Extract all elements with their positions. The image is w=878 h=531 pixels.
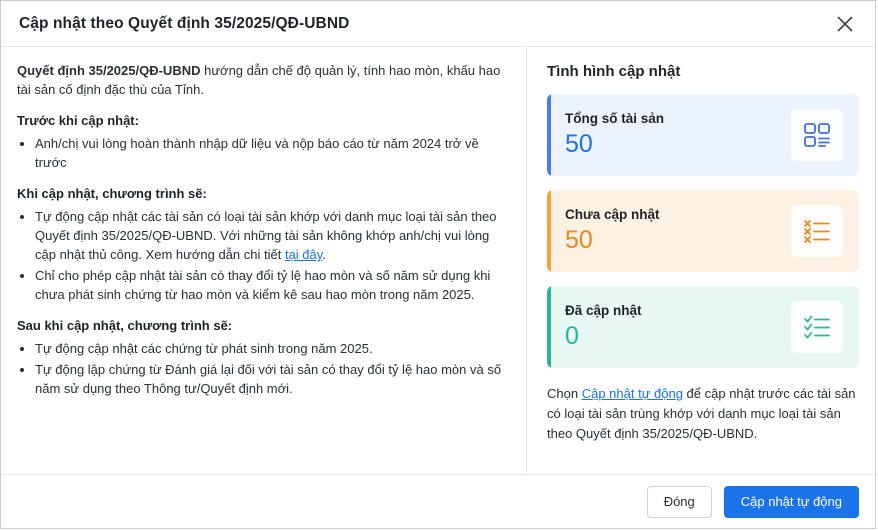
section-list-before: [17, 134, 508, 172]
list-cross-icon: [791, 205, 843, 257]
card-accent-bar: [547, 94, 551, 176]
stat-card-total: [547, 94, 859, 176]
grid-list-icon: [791, 109, 843, 161]
auto-update-link[interactable]: Cập nhật tự động: [581, 386, 683, 401]
stat-card-not-updated: [547, 190, 859, 272]
dialog-body: [1, 47, 875, 474]
section-title-during: Khi cập nhật, chương trình sẽ:: [17, 186, 207, 201]
stat-label: Tổng số tài sản: [565, 111, 665, 126]
stat-value: 50: [565, 130, 593, 158]
section-title-after: Sau khi cập nhật, chương trình sẽ:: [17, 318, 233, 333]
section-title-before: Trước khi cập nhật:: [17, 113, 139, 128]
section-list-during: [17, 207, 508, 304]
list-item: • Tự động lập chứng từ Đánh giá lại đối với tài sản có thay đổi tỷ lệ hao mòn và số năm sử dụng theo Thông tư/Quyết định mới.: [35, 360, 508, 398]
instructions-pane: [1, 47, 527, 474]
stat-card-updated: [547, 286, 859, 368]
note-prefix: Chọn: [547, 386, 582, 401]
intro-paragraph: [17, 61, 508, 99]
page-title: Cập nhật theo Quyết định 35/2025/QĐ-UBND: [19, 14, 350, 32]
intro-decision-name: Quyết định 35/2025/QĐ-UBND: [17, 63, 201, 78]
card-accent-bar: [547, 286, 551, 368]
stat-label: Đã cập nhật: [565, 303, 642, 318]
note-suffix: để cập nhật trước các tài sản có loại tài sản trùng khớp với danh mục loại tài sản theo Quyết định 35/2025/QĐ-UBND.: [547, 386, 856, 441]
dialog-footer: [1, 474, 875, 528]
stat-label: Chưa cập nhật: [565, 207, 660, 222]
dialog-header: [1, 1, 875, 47]
list-item-suffix: .: [322, 247, 326, 262]
section-list-after: [17, 339, 508, 398]
status-pane: [527, 47, 875, 474]
list-item-text: Tự động cập nhật các tài sản có loại tài sản khớp với danh mục loại tài sản theo Quyết định 35/2025/QĐ-UBND. Với những tài sản không khớp anh/chị vui lòng cập nhật thủ công. Xem hướng dẫn chi tiết: [35, 209, 497, 262]
stat-value: 50: [565, 226, 593, 254]
close-button[interactable]: Đóng: [647, 486, 712, 518]
list-check-icon: [791, 301, 843, 353]
auto-update-button[interactable]: Cập nhật tự động: [724, 486, 859, 518]
stat-card-text: [565, 207, 660, 255]
card-accent-bar: [547, 190, 551, 272]
status-pane-title: Tình hình cập nhật: [547, 63, 681, 80]
close-icon[interactable]: [831, 10, 859, 38]
list-item: • Tự động cập nhật các chứng từ phát sinh trong năm 2025.: [35, 339, 508, 358]
list-item: [35, 207, 508, 264]
intro-rest: hướng dẫn chế độ quản lý, tính hao mòn, khấu hao tài sản cố định đặc thù của Tỉnh.: [17, 63, 501, 97]
stat-card-text: [565, 111, 664, 159]
stat-value: 0: [565, 322, 579, 350]
status-note: [547, 384, 859, 444]
list-item: • Chỉ cho phép cập nhật tài sản có thay đổi tỷ lệ hao mòn và số năm sử dụng khi chưa phát sinh chứng từ hao mòn và kiểm kê sau hao mòn trong năm 2025.: [35, 266, 508, 304]
guide-link[interactable]: tại đây: [284, 247, 323, 262]
stat-card-text: [565, 303, 642, 351]
list-item: • Anh/chị vui lòng hoàn thành nhập dữ liệu và nộp báo cáo từ năm 2024 trở về trước: [35, 134, 508, 172]
